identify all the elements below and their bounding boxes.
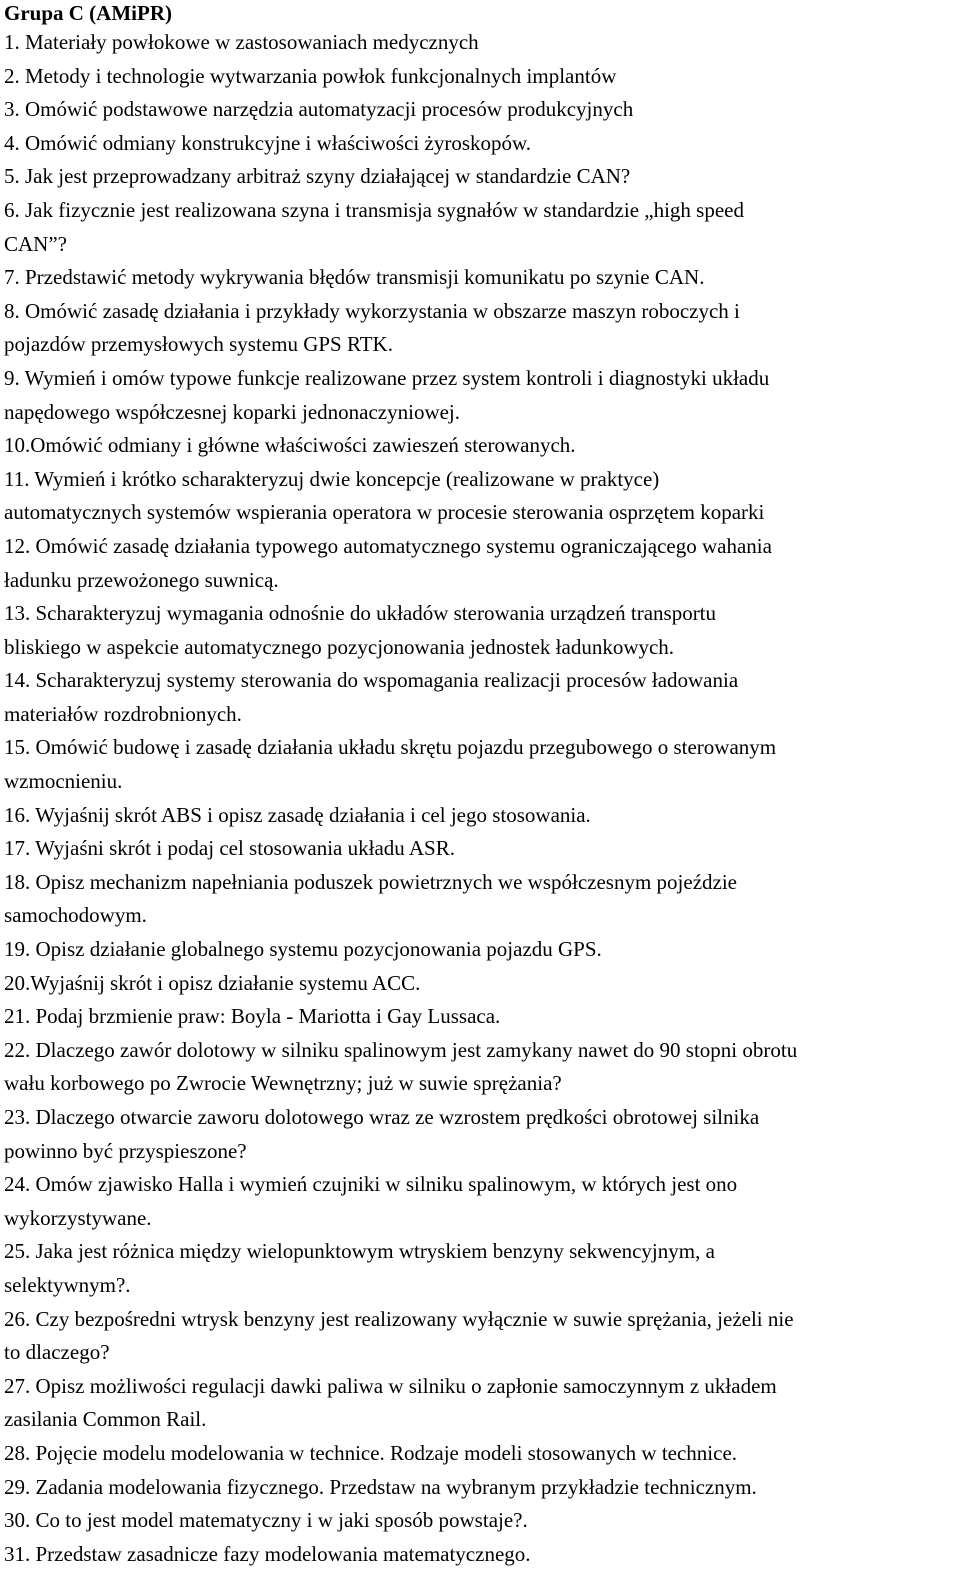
question-text-line: 20.Wyjaśnij skrót i opisz działanie systemu ACC. bbox=[4, 970, 421, 995]
question-item bbox=[4, 160, 956, 194]
question-text-line: wykorzystywane. bbox=[4, 1205, 152, 1230]
question-text-line: 18. Opisz mechanizm napełniania poduszek powietrznych we współczesnym pojeździe bbox=[4, 869, 738, 894]
question-text-line: 13. Scharakteryzuj wymagania odnośnie do układów sterowania urządzeń transportu bbox=[4, 601, 717, 626]
question-item bbox=[4, 866, 956, 933]
question-text-line: powinno być przyspieszone? bbox=[4, 1138, 247, 1163]
question-text-line: 7. Przedstawić metody wykrywania błędów transmisji komunikatu po szynie CAN. bbox=[4, 265, 705, 290]
question-item bbox=[4, 1168, 956, 1235]
question-item bbox=[4, 597, 956, 664]
question-item bbox=[4, 832, 956, 866]
question-text-line: 16. Wyjaśnij skrót ABS i opisz zasadę działania i cel jego stosowania. bbox=[4, 802, 591, 827]
question-list bbox=[4, 26, 956, 1571]
question-text-line: wzmocnieniu. bbox=[4, 769, 123, 794]
question-text-line: 3. Omówić podstawowe narzędzia automatyzacji procesów produkcyjnych bbox=[4, 97, 634, 122]
question-item bbox=[4, 127, 956, 161]
question-text-line: 6. Jak fizycznie jest realizowana szyna i transmisja sygnałów w standardzie „high speed bbox=[4, 197, 744, 222]
question-item bbox=[4, 1101, 956, 1168]
question-item bbox=[4, 1437, 956, 1471]
question-text-line: selektywnym?. bbox=[4, 1272, 131, 1297]
question-text-line: 26. Czy bezpośredni wtrysk benzyny jest realizowany wyłącznie w suwie sprężania, jeżeli nie bbox=[4, 1306, 794, 1331]
question-text-line: 4. Omówić odmiany konstrukcyjne i właściwości żyroskopów. bbox=[4, 130, 532, 155]
question-text-line: 17. Wyjaśni skrót i podaj cel stosowania układu ASR. bbox=[4, 836, 455, 861]
question-text-line: wału korbowego po Zwrocie Wewnętrzny; już w suwie sprężania? bbox=[4, 1071, 562, 1096]
question-text-line: 11. Wymień i krótko scharakteryzuj dwie koncepcje (realizowane w praktyce) bbox=[4, 466, 660, 491]
question-text-line: to dlaczego? bbox=[4, 1340, 110, 1365]
question-text-line: napędowego współczesnej koparki jednonaczyniowej. bbox=[4, 399, 461, 424]
question-text-line: samochodowym. bbox=[4, 903, 147, 928]
question-text-line: 12. Omówić zasadę działania typowego automatycznego systemu ograniczającego wahania bbox=[4, 533, 772, 558]
document-body bbox=[4, 0, 956, 1571]
question-item bbox=[4, 799, 956, 833]
question-item bbox=[4, 194, 956, 261]
question-text-line: 1. Materiały powłokowe w zastosowaniach medycznych bbox=[4, 30, 479, 54]
question-text-line: 29. Zadania modelowania fizycznego. Przedstaw na wybranym przykładzie technicznym. bbox=[4, 1474, 757, 1499]
question-text-line: 27. Opisz możliwości regulacji dawki paliwa w silniku o zapłonie samoczynnym z układem bbox=[4, 1373, 777, 1398]
question-item bbox=[4, 1471, 956, 1505]
question-item bbox=[4, 295, 956, 362]
question-text-line: 31. Przedstaw zasadnicze fazy modelowania matematycznego. bbox=[4, 1541, 531, 1566]
question-text-line: 25. Jaka jest różnica między wielopunktowym wtryskiem benzyny sekwencyjnym, a bbox=[4, 1239, 715, 1264]
question-item bbox=[4, 93, 956, 127]
question-item bbox=[4, 463, 956, 530]
question-item bbox=[4, 731, 956, 798]
question-text-line: 23. Dlaczego otwarcie zaworu dolotowego wraz ze wzrostem prędkości obrotowej silnika bbox=[4, 1105, 760, 1129]
question-text-line: 8. Omówić zasadę działania i przykłady wykorzystania w obszarze maszyn roboczych i bbox=[4, 298, 740, 323]
question-text-line: 28. Pojęcie modelu modelowania w technice. Rodzaje modeli stosowanych w technice. bbox=[4, 1440, 738, 1465]
question-item bbox=[4, 362, 956, 429]
question-item bbox=[4, 1000, 956, 1034]
question-text-line: pojazdów przemysłowych systemu GPS RTK. bbox=[4, 332, 393, 357]
question-item bbox=[4, 1235, 956, 1302]
question-item bbox=[4, 967, 956, 1001]
question-text-line: 24. Omów zjawisko Halla i wymień czujniki w silniku spalinowym, w których jest ono bbox=[4, 1172, 738, 1197]
question-text-line: automatycznych systemów wspierania operatora w procesie sterowania osprzętem koparki bbox=[4, 500, 765, 525]
question-text-line: bliskiego w aspekcie automatycznego pozycjonowania jednostek ładunkowych. bbox=[4, 634, 675, 659]
question-item bbox=[4, 1538, 956, 1571]
question-text-line: 10.Omówić odmiany i główne właściwości zawieszeń sterowanych. bbox=[4, 433, 576, 458]
question-item bbox=[4, 1303, 956, 1370]
question-text-line: 19. Opisz działanie globalnego systemu pozycjonowania pojazdu GPS. bbox=[4, 937, 602, 962]
question-text-line: 21. Podaj brzmienie praw: Boyla - Mariotta i Gay Lussaca. bbox=[4, 1004, 501, 1029]
question-item bbox=[4, 1034, 956, 1101]
question-text-line: 2. Metody i technologie wytwarzania powłok funkcjonalnych implantów bbox=[4, 63, 617, 88]
question-text-line: 22. Dlaczego zawór dolotowy w silniku spalinowym jest zamykany nawet do 90 stopni obrotu bbox=[4, 1037, 798, 1062]
question-item bbox=[4, 26, 956, 60]
question-text-line: 5. Jak jest przeprowadzany arbitraż szyny działającej w standardzie CAN? bbox=[4, 164, 631, 189]
question-text-line: zasilania Common Rail. bbox=[4, 1407, 207, 1432]
question-text-line: CAN”? bbox=[4, 231, 67, 256]
question-text-line: ładunku przewożonego suwnicą. bbox=[4, 567, 279, 592]
question-item bbox=[4, 933, 956, 967]
question-text-line: 30. Co to jest model matematyczny i w jaki sposób powstaje?. bbox=[4, 1508, 528, 1533]
question-text-line: 14. Scharakteryzuj systemy sterowania do wspomagania realizacji procesów ładowania bbox=[4, 668, 739, 693]
question-text-line: 9. Wymień i omów typowe funkcje realizowane przez system kontroli i diagnostyki układu bbox=[4, 365, 770, 390]
question-item bbox=[4, 1504, 956, 1538]
question-item bbox=[4, 429, 956, 463]
question-item bbox=[4, 261, 956, 295]
question-item bbox=[4, 664, 956, 731]
question-item bbox=[4, 60, 956, 94]
question-item bbox=[4, 530, 956, 597]
question-text-line: materiałów rozdrobnionych. bbox=[4, 701, 242, 726]
document-title: Grupa C (AMiPR) bbox=[4, 1, 172, 25]
question-text-line: 15. Omówić budowę i zasadę działania układu skrętu pojazdu przegubowego o sterowanym bbox=[4, 735, 777, 760]
question-item bbox=[4, 1370, 956, 1437]
